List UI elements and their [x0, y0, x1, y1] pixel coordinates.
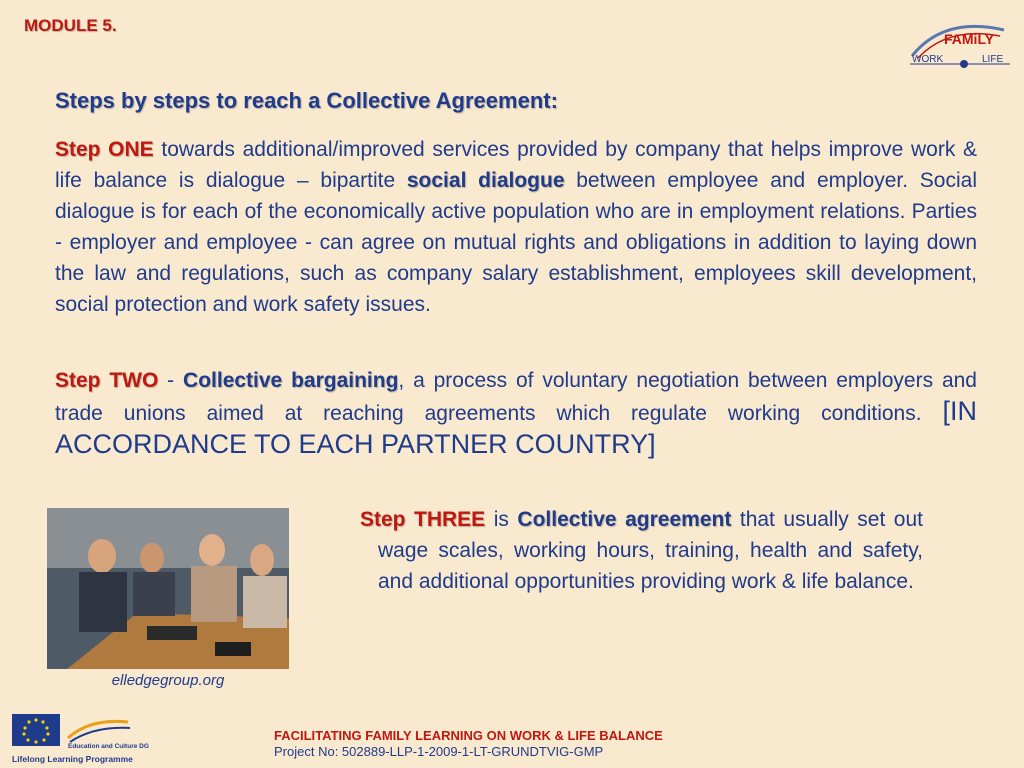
step-one-label: Step ONE	[55, 138, 154, 161]
meeting-photo	[47, 508, 289, 669]
step-two-label: Step TWO	[55, 369, 159, 392]
collective-agreement-keyword: Collective agreement	[517, 508, 732, 531]
step-three-paragraph	[360, 504, 923, 597]
partner-country-note: [IN ACCORDANCE TO EACH PARTNER COUNTRY]	[55, 396, 977, 459]
logo-life-text: LIFE	[982, 54, 1004, 65]
footer	[274, 728, 663, 760]
step-three-text-b: that usually set out wage scales, working hours, training, health and safety, and additional opportunities providing work & life balance.	[378, 508, 923, 593]
step-one-text-b: between employee and employer. Social dialogue is for each of the economically active population who are in employment relations. Parties - employer and employee - can agree on mutual rights and obligations in addition to laying down the law and regulations, such as company salary establishment, employees skill development, social protection and work safety issues.	[55, 169, 977, 316]
program-logo-text: Education and Culture DG	[68, 743, 149, 750]
collective-bargaining-keyword: Collective bargaining	[183, 369, 399, 392]
logo-family-text: FAMiLY	[944, 31, 995, 47]
footer-title: FACILITATING FAMILY LEARNING ON WORK & LIFE BALANCE	[274, 728, 663, 743]
llp-logo-text: Lifelong Learning Programme	[12, 754, 133, 764]
step-two-text: , a process of voluntary negotiation between employers and trade unions aimed at reaching agreements which regulate working conditions.	[55, 369, 977, 425]
page-title: Steps by steps to reach a Collective Agreement:	[55, 88, 558, 113]
step-three-text-a: is	[485, 508, 518, 531]
step-one-text-a: towards additional/improved services provided by company that helps improve work & life balance is dialogue – bipartite	[55, 138, 978, 192]
footer-project-number: Project No: 502889-LLP-1-2009-1-LT-GRUNDTVIG-GMP	[274, 744, 604, 759]
logo-work-text: WORK	[912, 54, 944, 65]
social-dialogue-keyword: social dialogue	[406, 169, 565, 192]
image-caption: elledgegroup.org	[111, 672, 225, 689]
eu-program-logos	[10, 712, 150, 766]
step-three-label: Step THREE	[360, 508, 486, 531]
step-one-paragraph	[55, 134, 977, 320]
module-label: MODULE 5.	[24, 16, 117, 35]
step-two-paragraph	[55, 365, 977, 462]
step-two-separator: -	[158, 369, 184, 392]
family-work-life-logo	[904, 14, 1016, 70]
